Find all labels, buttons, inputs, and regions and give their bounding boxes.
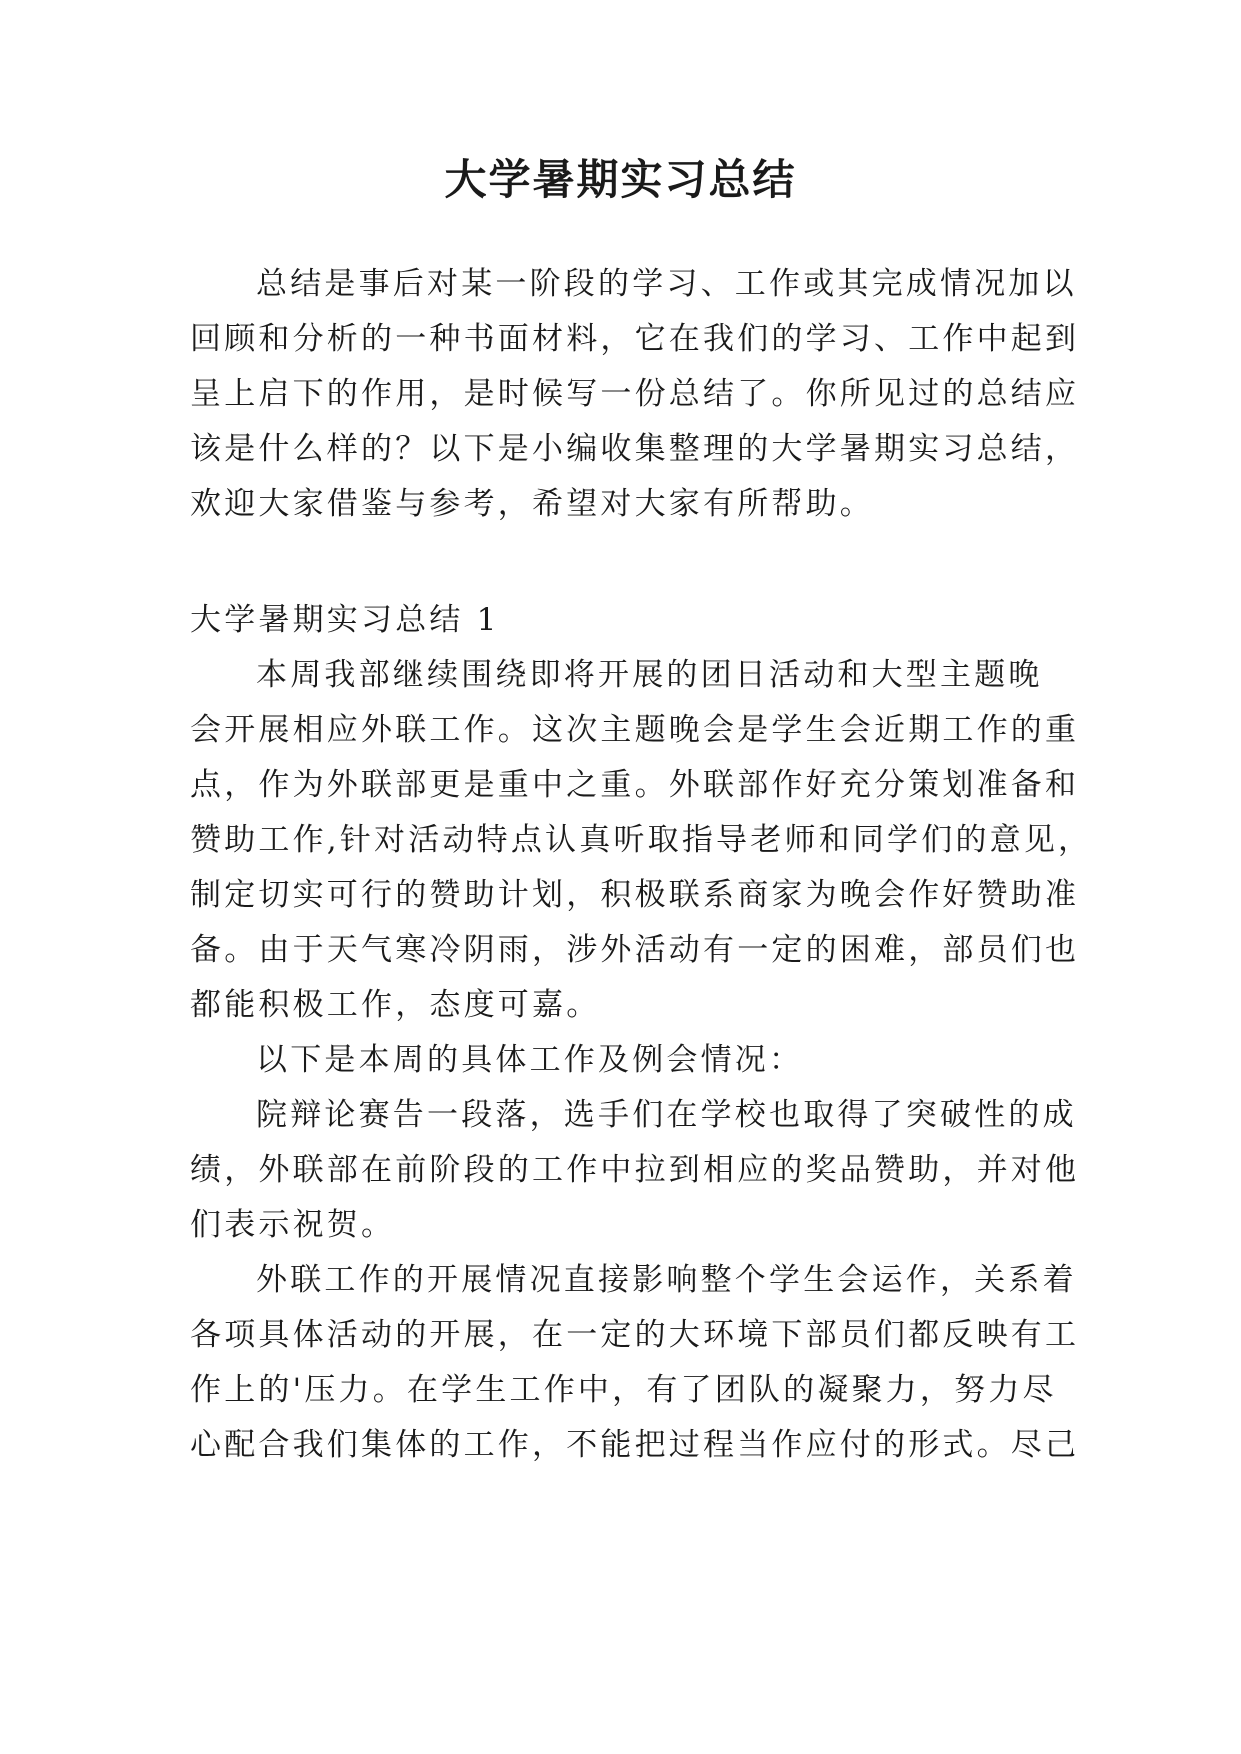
- intro-line: 该是什么样的？以下是小编收集整理的大学暑期实习总结，: [190, 431, 1080, 467]
- intro-line: 总结是事后对某一阶段的学习、工作或其完成情况加以: [256, 266, 1077, 302]
- paragraph-line: 作上的'压力。在学生工作中，有了团队的凝聚力，努力尽: [190, 1372, 1057, 1408]
- section-heading: 大学暑期实习总结 1: [190, 602, 500, 638]
- paragraph-line: 院辩论赛告一段落，选手们在学校也取得了突破性的成: [256, 1097, 1077, 1133]
- paragraph-line: 外联工作的开展情况直接影响整个学生会运作，关系着: [256, 1262, 1077, 1298]
- intro-line: 欢迎大家借鉴与参考，希望对大家有所帮助。: [190, 486, 874, 522]
- paragraph-line: 点，作为外联部更是重中之重。外联部作好充分策划准备和: [190, 767, 1080, 803]
- paragraph-line: 心配合我们集体的工作，不能把过程当作应付的形式。尽己: [190, 1427, 1080, 1463]
- paragraph-line: 会开展相应外联工作。这次主题晚会是学生会近期工作的重: [190, 712, 1080, 748]
- paragraph-line: 以下是本周的具体工作及例会情况：: [256, 1042, 804, 1078]
- paragraph-line: 们表示祝贺。: [190, 1207, 396, 1243]
- paragraph-line: 备。由于天气寒冷阴雨，涉外活动有一定的困难，部员们也: [190, 932, 1080, 968]
- paragraph-line: 制定切实可行的赞助计划，积极联系商家为晚会作好赞助准: [190, 877, 1080, 913]
- paragraph-line: 都能积极工作，态度可嘉。: [190, 987, 601, 1023]
- paragraph-line: 绩，外联部在前阶段的工作中拉到相应的奖品赞助，并对他: [190, 1152, 1080, 1188]
- paragraph-line: 赞助工作,针对活动特点认真听取指导老师和同学们的意见，: [190, 822, 1093, 858]
- intro-line: 回顾和分析的一种书面材料，它在我们的学习、工作中起到: [190, 321, 1080, 357]
- paragraph-line: 本周我部继续围绕即将开展的团日活动和大型主题晚: [256, 657, 1043, 693]
- document-title: 大学暑期实习总结: [444, 155, 797, 204]
- intro-line: 呈上启下的作用，是时候写一份总结了。你所见过的总结应: [190, 376, 1080, 412]
- paragraph-line: 各项具体活动的开展，在一定的大环境下部员们都反映有工: [190, 1317, 1080, 1353]
